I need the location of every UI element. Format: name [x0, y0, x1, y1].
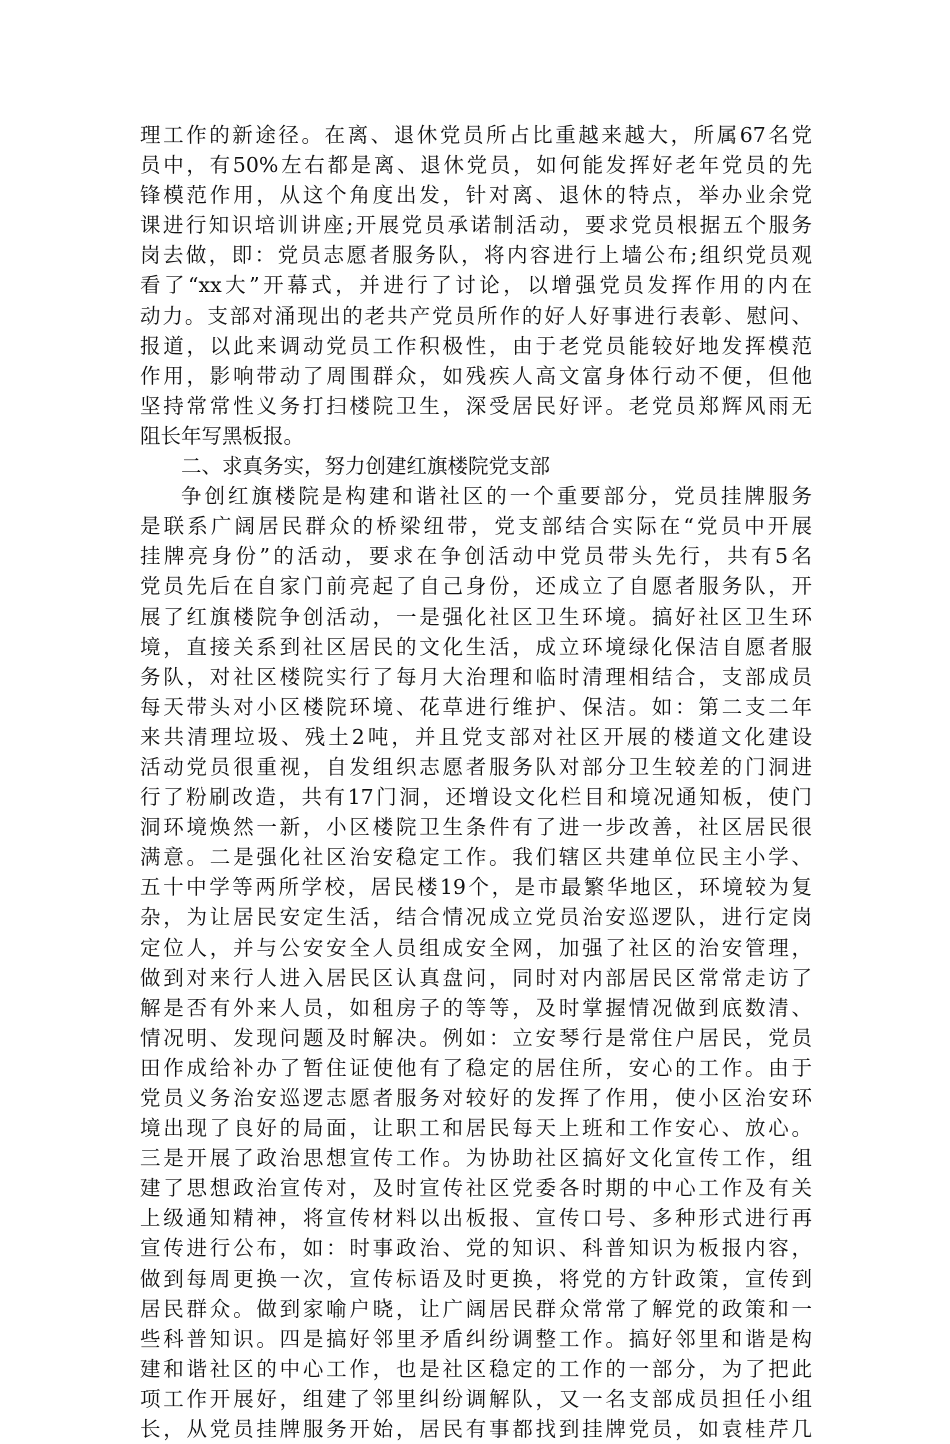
text-line: 居民群众。做到家喻户晓，让广阔居民群众常常了解党的政策和一 [140, 1296, 812, 1321]
text-line: 看了“xx大”开幕式，并进行了讨论，以增强党员发挥作用的内在 [140, 273, 812, 298]
text-line: 些科普知识。四是搞好邻里矛盾纠纷调整工作。搞好邻里和谐是构 [140, 1326, 812, 1351]
text-line: 员中，有50%左右都是离、退休党员，如何能发挥好老年党员的先 [140, 153, 812, 178]
text-line: 宣传进行公布，如：时事政治、党的知识、科普知识为板报内容， [140, 1236, 812, 1261]
text-line: 作用，影响带动了周围群众，如残疾人高文富身体行动不便，但他 [140, 363, 812, 388]
text-line: 五十中学等两所学校，居民楼19个，是市最繁华地区，环境较为复 [140, 875, 812, 900]
text-line: 阻长年写黑板报。 [140, 423, 304, 448]
text-line: 解是否有外来人员，如租房子的等等，及时掌握情况做到底数清、 [140, 995, 812, 1020]
text-line: 争创红旗楼院是构建和谐社区的一个重要部分，党员挂牌服务 [181, 484, 812, 509]
text-line: 活动党员很重视，自发组织志愿者服务队对部分卫生较差的门洞进 [140, 754, 812, 779]
text-line: 建了思想政治宣传对，及时宣传社区党委各时期的中心工作及有关 [140, 1176, 812, 1201]
text-line: 境出现了良好的局面，让职工和居民每天上班和工作安心、放心。 [140, 1116, 812, 1141]
text-line: 定位人，并与公安安全人员组成安全网，加强了社区的治安管理， [140, 935, 812, 960]
text-line: 坚持常常性义务打扫楼院卫生，深受居民好评。老党员郑辉风雨无 [140, 393, 812, 418]
text-line: 二、求真务实，努力创建红旗楼院党支部 [181, 454, 550, 479]
text-line: 理工作的新途径。在离、退休党员所占比重越来越大，所属67名党 [140, 123, 812, 147]
text-line: 上级通知精神，将宣传材料以出板报、宣传口号、多种形式进行再 [140, 1206, 812, 1231]
text-line: 情况明、发现问题及时解决。例如：立安琴行是常住户居民，党员 [140, 1025, 812, 1050]
text-line: 报道，以此来调动党员工作积极性，由于老党员能较好地发挥模范 [140, 333, 812, 358]
text-line: 杂，为让居民安定生活，结合情况成立党员治安巡逻队，进行定岗 [140, 905, 812, 930]
text-line: 做到每周更换一次，宣传标语及时更换，将党的方针政策，宣传到 [140, 1266, 812, 1291]
text-line: 洞环境焕然一新，小区楼院卫生条件有了进一步改善，社区居民很 [140, 815, 812, 840]
text-line: 岗去做，即：党员志愿者服务队，将内容进行上墙公布;组织党员观 [140, 243, 812, 268]
text-line: 挂牌亮身份”的活动，要求在争创活动中党员带头先行，共有5名 [140, 544, 812, 569]
text-line: 做到对来行人进入居民区认真盘问，同时对内部居民区常常走访了 [140, 965, 812, 990]
text-line: 来共清理垃圾、残土2吨，并且党支部对社区开展的楼道文化建设 [140, 724, 812, 749]
text-line: 项工作开展好，组建了邻里纠纷调解队，又一名支部成员担任小组 [140, 1386, 812, 1411]
text-line: 课进行知识培训讲座;开展党员承诺制活动，要求党员根据五个服务 [140, 213, 812, 238]
text-line: 长，从党员挂牌服务开始，居民有事都找到挂牌党员，如袁桂芹几 [140, 1417, 812, 1442]
text-line: 党员义务治安巡逻志愿者服务对较好的发挥了作用，使小区治安环 [140, 1086, 812, 1110]
text-line: 是联系广阔居民群众的桥梁纽带，党支部结合实际在“党员中开展 [140, 514, 812, 539]
text-line: 锋模范作用，从这个角度出发，针对离、退休的特点，举办业余党 [140, 183, 812, 208]
text-line: 每天带头对小区楼院环境、花草进行维护、保洁。如：第二支二年 [140, 694, 812, 719]
text-line: 境，直接关系到社区居民的文化生活，成立环境绿化保洁自愿者服 [140, 634, 812, 659]
text-line: 三是开展了政治思想宣传工作。为协助社区搞好文化宣传工作，组 [140, 1146, 812, 1171]
text-line: 党员先后在自家门前亮起了自己身份，还成立了自愿者服务队，开 [140, 574, 812, 599]
text-line: 田作成给补办了暂住证使他有了稳定的居住所，安心的工作。由于 [140, 1055, 812, 1080]
document-body [140, 120, 812, 1444]
text-line: 展了红旗楼院争创活动，一是强化社区卫生环境。搞好社区卫生环 [140, 604, 812, 629]
text-line: 建和谐社区的中心工作，也是社区稳定的工作的一部分，为了把此 [140, 1356, 812, 1381]
text-line: 满意。二是强化社区治安稳定工作。我们辖区共建单位民主小学、 [140, 845, 812, 870]
text-line: 行了粉刷改造，共有17门洞，还增设文化栏目和境况通知板，使门 [140, 785, 812, 810]
text-line: 动力。支部对涌现出的老共产党员所作的好人好事进行表彰、慰问、 [140, 303, 812, 328]
text-line: 务队，对社区楼院实行了每月大治理和临时清理相结合，支部成员 [140, 664, 812, 689]
